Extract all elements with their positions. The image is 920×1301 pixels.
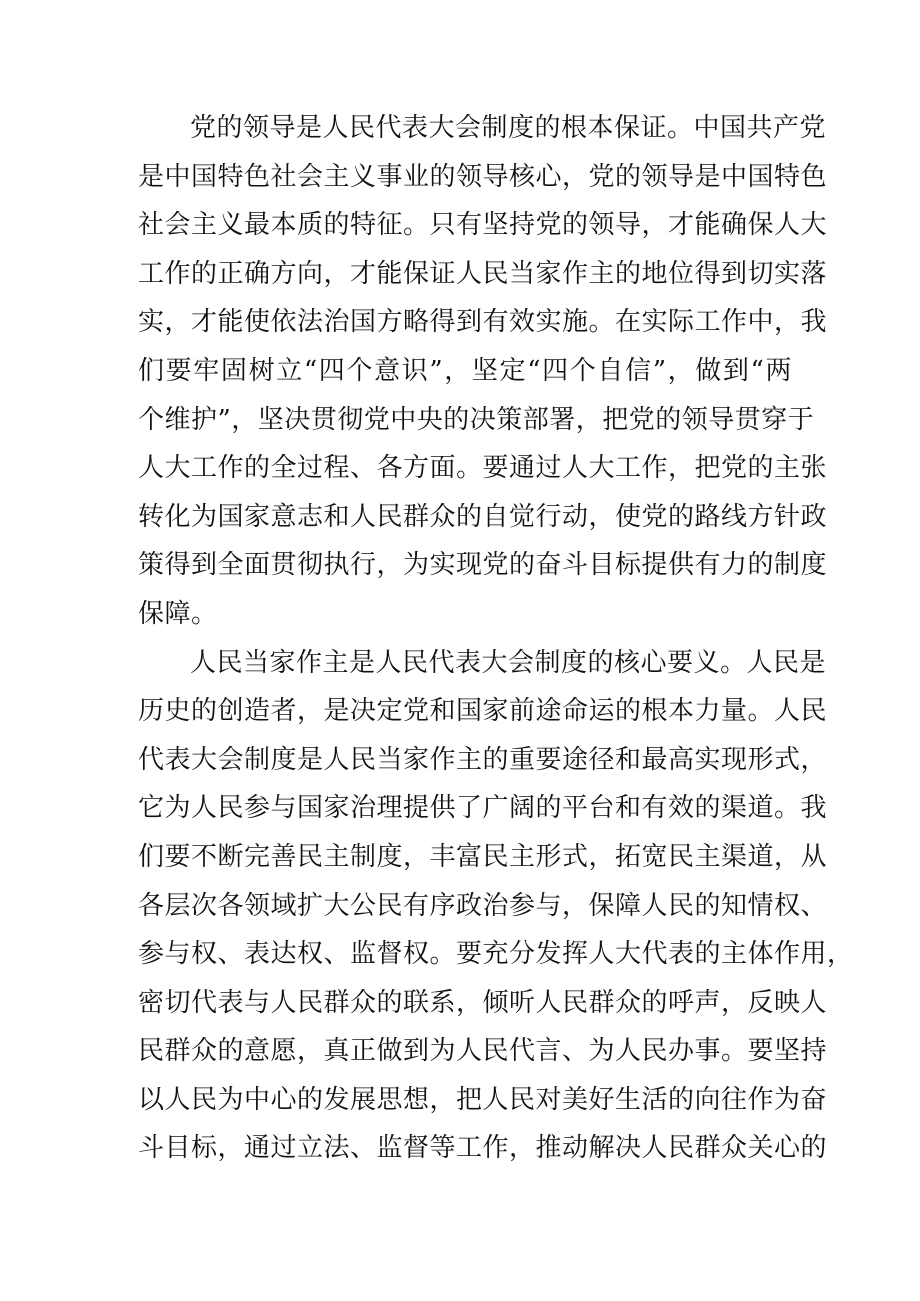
paragraph-line: 各层次各领域扩大公民有序政治参与，保障人民的知情权、 xyxy=(138,890,828,921)
paragraph-line: 它为人民参与国家治理提供了广阔的平台和有效的渠道。我 xyxy=(138,793,828,824)
paragraph-line: 们要牢固树立“四个意识”，坚定“四个自信”，做到“两 xyxy=(138,355,792,386)
paragraph-line: 策得到全面贯彻执行，为实现党的奋斗目标提供有力的制度 xyxy=(138,550,828,581)
paragraph-line: 工作的正确方向，才能保证人民当家作主的地位得到切实落 xyxy=(138,258,828,289)
paragraph-2 xyxy=(138,639,854,1174)
paragraph-line: 社会主义最本质的特征。只有坚持党的领导，才能确保人大 xyxy=(138,210,828,241)
paragraph-line: 人大工作的全过程、各方面。要通过人大工作，把党的主张 xyxy=(138,453,828,484)
paragraph-line: 实，才能使依法治国方略得到有效实施。在实际工作中，我 xyxy=(138,307,828,338)
paragraph-line: 密切代表与人民群众的联系，倾听人民群众的呼声，反映人 xyxy=(138,987,828,1018)
paragraph-line: 民群众的意愿，真正做到为人民代言、为人民办事。要坚持 xyxy=(138,1036,828,1067)
paragraph-line: 以人民为中心的发展思想，把人民对美好生活的向往作为奋 xyxy=(138,1084,828,1115)
paragraph-line: 转化为国家意志和人民群众的自觉行动，使党的路线方针政 xyxy=(138,501,828,532)
paragraph-line: 个维护”，坚决贯彻党中央的决策部署，把党的领导贯穿于 xyxy=(138,404,815,435)
paragraph-line: 保障。 xyxy=(138,598,218,629)
paragraph-line: 历史的创造者，是决定党和国家前途命运的根本力量。人民 xyxy=(138,696,828,727)
paragraph-line: 代表大会制度是人民当家作主的重要途径和最高实现形式， xyxy=(138,744,828,775)
paragraph-line: 斗目标，通过立法、监督等工作，推动解决人民群众关心的 xyxy=(138,1133,828,1164)
document-body xyxy=(138,104,854,1173)
paragraph-1 xyxy=(138,104,828,639)
paragraph-line: 是中国特色社会主义事业的领导核心，党的领导是中国特色 xyxy=(138,161,828,192)
paragraph-line: 参与权、表达权、监督权。要充分发挥人大代表的主体作用， xyxy=(138,939,854,970)
paragraph-line: 人民当家作主是人民代表大会制度的核心要义。人民是 xyxy=(190,647,827,678)
paragraph-line: 们要不断完善民主制度，丰富民主形式，拓宽民主渠道，从 xyxy=(138,841,828,872)
paragraph-line: 党的领导是人民代表大会制度的根本保证。中国共产党 xyxy=(190,113,827,143)
